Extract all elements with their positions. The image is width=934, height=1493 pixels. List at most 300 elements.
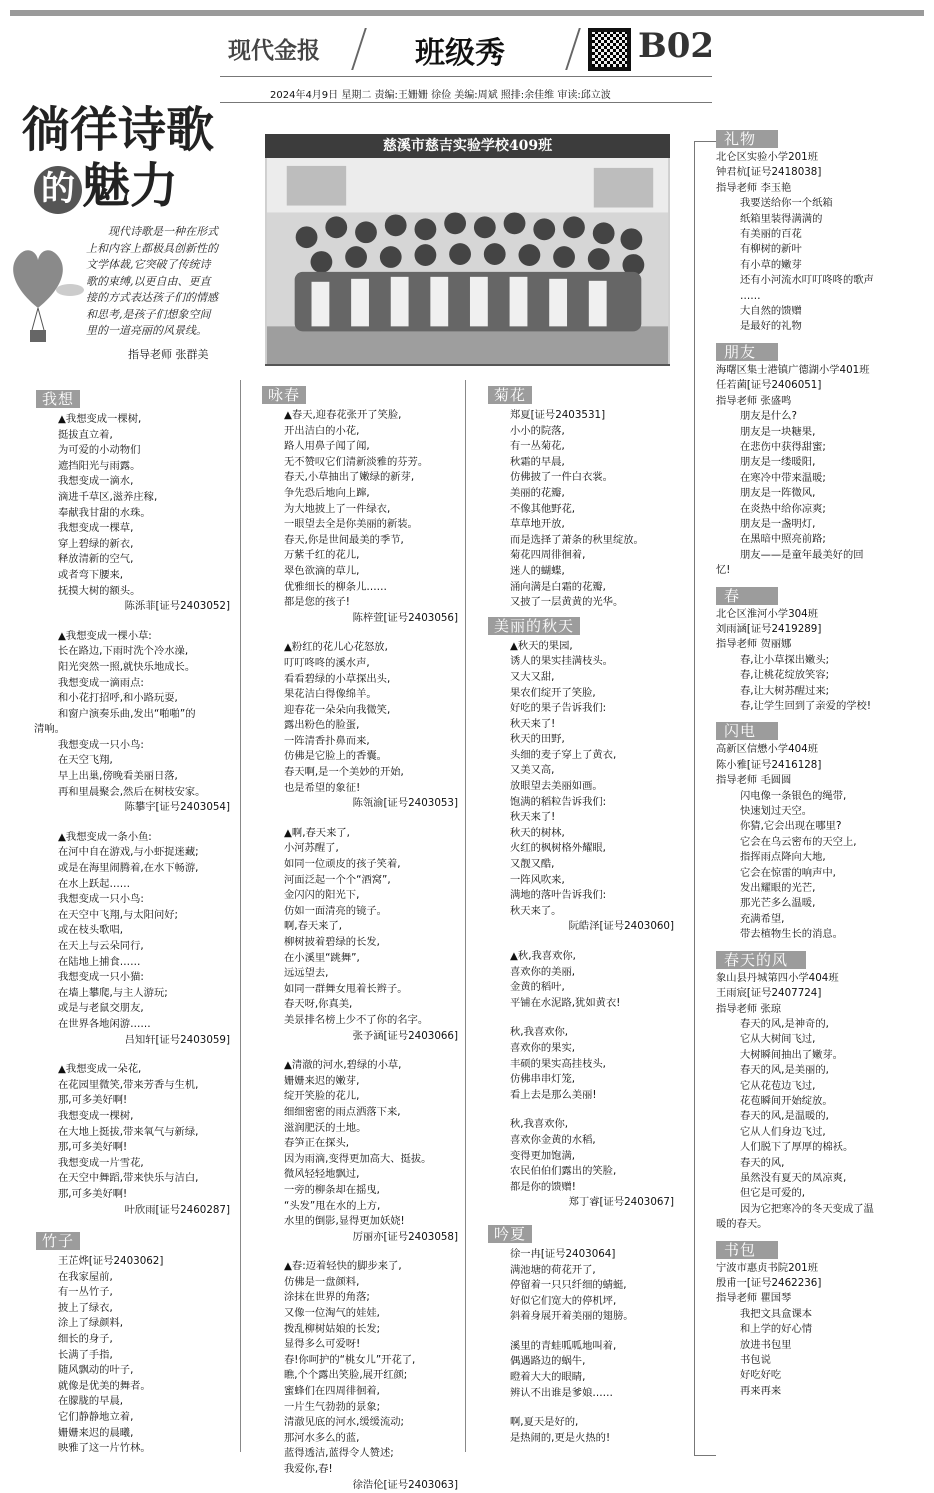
poem-line: 也是希望的象征!: [284, 781, 361, 794]
masthead-divider: [565, 28, 581, 70]
poem-line: 春天的风,是温暖的,: [740, 1110, 829, 1123]
section-title: 班级秀: [415, 36, 505, 71]
teacher: 指导老师 张盛鸣: [716, 394, 792, 407]
poem-line: 优雅细长的柳条儿……: [284, 580, 387, 593]
poem-line: 我想变成一滴雨点:: [58, 676, 144, 689]
poem-line: 秋天来了。: [510, 904, 562, 917]
poem-block: [272, 1259, 460, 1477]
poem-line: ▲粉红的花儿心花怒放,: [284, 641, 388, 654]
poem-line: 仿如一面清亮的镜子。: [284, 904, 387, 917]
poem-line: 秋天的树林,: [510, 826, 565, 839]
poem-line: 我想变成一只小鸟:: [58, 738, 144, 751]
poem-line: 看看碧绿的小草探出头,: [284, 672, 391, 685]
poem-line: 在炎热中给你凉爽;: [740, 502, 826, 515]
poem-line: 闪电像一条银色的绳带,: [740, 789, 847, 802]
top-rule: [10, 10, 924, 16]
poem-line: 叮叮咚咚的溪水声,: [284, 656, 370, 669]
poem-line: 不像其他野花,: [510, 502, 576, 515]
poem-line: 仿佛是一盘颜料,: [284, 1275, 360, 1288]
author: 钟君杭[证号2418038]: [716, 166, 822, 179]
poem-line: 在水上跃起……: [58, 877, 131, 890]
poem-line: 姗姗来迟的嫩芽,: [284, 1074, 360, 1087]
poem-block: [716, 409, 916, 563]
poem-line: 它们静静地立着,: [58, 1411, 134, 1424]
poem-line: 滴进千草区,滋养庄稼,: [58, 490, 158, 503]
poem-line: 在陆地上捕食……: [58, 955, 141, 968]
poem-line: 我爱你,春!: [284, 1463, 333, 1475]
poem-line: 火红的枫树格外耀眼,: [510, 842, 606, 855]
poem-line: 迷人的蝴蝶,: [510, 564, 565, 577]
author: 刘雨涵[证号2419289]: [716, 622, 822, 635]
poem-line: 在小溪里“跳舞”,: [284, 951, 360, 964]
poem-line: 充满希望,: [740, 912, 785, 925]
section-head-zhu-zi: 竹子: [36, 1232, 80, 1250]
poem-line: 一旁的柳条却在摇曳,: [284, 1183, 380, 1196]
poem-line: 你猜,它会出现在哪里?: [740, 820, 842, 833]
poem-line: 我想变成一只小猫:: [58, 971, 144, 984]
author: 王雨宸[证号2407724]: [716, 987, 822, 1000]
poem-line: 我想变成一只小鸟:: [58, 893, 144, 906]
poem-block: [272, 1058, 460, 1230]
poem-line: 有小草的嫩芽: [740, 258, 802, 271]
poem-line: 披上了绿衣,: [58, 1301, 113, 1314]
poem-line: 丰硕的果实高挂枝头,: [510, 1057, 606, 1070]
school: 高新区信懋小学404班: [716, 743, 819, 756]
column-1: [34, 390, 232, 1457]
poem-block: [716, 653, 916, 715]
poem-line: 在我家屋前,: [58, 1270, 113, 1283]
poem-line: 喜欢你的美丽,: [510, 965, 576, 978]
poem-line: 春笋正在探头,: [284, 1137, 350, 1150]
poem-line: 在天空飞翔,: [58, 754, 113, 767]
poem-line: 又美又高,: [510, 764, 555, 777]
poem-line: ▲啊,春天来了,: [284, 826, 350, 839]
poem-line: 好吃好吃: [740, 1369, 782, 1382]
section-head-chun: 春: [716, 587, 778, 605]
poem-signature: 厉丽亦[证号2403058]: [352, 1230, 458, 1243]
section-head-shu-bao: 书包: [716, 1241, 778, 1259]
poem-line: ▲春天,迎春花张开了笑脸,: [284, 409, 402, 421]
poem-line: 是最好的礼物: [740, 320, 802, 333]
poem-line: 朋友——是童年最美好的回: [740, 548, 864, 561]
poem-line: 春!你呵护的“桃女儿”开花了,: [284, 1353, 416, 1366]
poem-block: [272, 640, 460, 796]
poem-signature: 陈攀宇[证号2403054]: [124, 801, 230, 814]
author: 殷甫一[证号2462236]: [716, 1277, 822, 1289]
poem-line: 在天空中飞翔,与太阳问好;: [58, 908, 179, 921]
poem-line: 小河苏醒了,: [284, 842, 339, 855]
poem-line: 秋天来了!: [510, 811, 556, 824]
poem-line: 在寒冷中带来温暖;: [740, 471, 826, 484]
poem-signature: 叶欣雨[证号2460287]: [124, 1203, 230, 1216]
section-head-mei-li-qiu-tian: 美丽的秋天: [488, 617, 580, 635]
poem-block: [46, 412, 232, 599]
school: 海曙区集士港镇广德湖小学401班: [716, 363, 870, 376]
poem-line: 王芷烨[证号2403062]: [58, 1255, 164, 1268]
poem-line: 春天啊,是一个美妙的开始,: [284, 766, 404, 779]
poem-block: [716, 196, 916, 335]
poem-line: 秋,我喜欢你,: [510, 1026, 569, 1039]
poem-line: 春,让小草探出嫩头;: [740, 653, 830, 666]
teacher: 指导老师 李玉艳: [716, 181, 792, 194]
poem-signature: 阮皓泽[证号2403060]: [568, 920, 674, 933]
poem-line: 在世界各地闲游……: [58, 1017, 151, 1030]
poem-signature: 陈泺菲[证号2403052]: [124, 600, 230, 613]
poem-line: 和窗户演奏乐曲,发出“啪啪”的: [58, 707, 196, 720]
poem-line: 还有小河流水叮叮咚咚的歌声: [740, 274, 874, 287]
poem-block: [498, 639, 676, 920]
poem-line: 清响。: [34, 723, 65, 736]
poem-line: 放眼望去美丽如画。: [510, 780, 603, 793]
poem-line: 长满了手指,: [58, 1348, 113, 1361]
poem-line: 辨认不出谁是爹娘……: [510, 1386, 613, 1399]
poem-line: 因为它把寒冷的冬天变成了温: [740, 1202, 874, 1215]
poem-line: 果农们绽开了笑脸,: [510, 686, 596, 699]
section-head-yong-chun: 咏春: [262, 386, 306, 404]
page-number: B02: [638, 26, 715, 66]
poem-line: 纸箱里装得满满的: [740, 212, 823, 225]
poem-line: 指挥雨点降向大地,: [740, 851, 826, 864]
poem-line: 春,让大树苏醒过来;: [740, 684, 830, 697]
feature-title-line2: 魅力: [82, 158, 179, 214]
poem-line: 变得更加饱满,: [510, 1149, 576, 1162]
section-head-chun-tian-de-feng: 春天的风: [716, 951, 806, 969]
poem-line: 长在路边,下雨时洗个冷水澡,: [58, 645, 189, 658]
poem-line: 或者弯下腰来,: [58, 568, 124, 581]
poem-line: 小小的院落,: [510, 424, 565, 437]
poem-line: 朋友是一阵微风,: [740, 487, 816, 500]
poem-block: [46, 830, 232, 1033]
poem-line: 好似它们宽大的停机坪,: [510, 1294, 617, 1307]
poem-block: [46, 738, 232, 800]
poem-line: 涂抹在世界的角落;: [284, 1291, 370, 1304]
poem-signature: 郑丁睿[证号2403067]: [568, 1196, 674, 1209]
poem-line: 平铺在水泥路,犹如黄衣!: [510, 996, 621, 1009]
poem-line: 为大地披上了一件绿衣,: [284, 502, 391, 515]
poem-line: 细细密密的雨点洒落下来,: [284, 1105, 401, 1118]
column-2: [268, 386, 460, 1493]
poem-line: 春,让学生回到了亲爱的学校!: [740, 700, 871, 712]
poem-line: 释放清新的空气,: [58, 553, 134, 566]
poem-line: 蜜蜂们在四周徘徊着,: [284, 1385, 380, 1398]
masthead-divider: [351, 28, 367, 70]
school: 宁波市惠贞书院201班: [716, 1261, 819, 1274]
poem-line: 或在枝头歌唱,: [58, 924, 124, 937]
poem-line: 仿佛是它脸上的香囊。: [284, 750, 387, 763]
poem-line: 在悲伤中获得甜蜜;: [740, 440, 826, 453]
poem-line: 那河水多么的蓝,: [284, 1431, 360, 1444]
poem-line: ▲秋,我喜欢你,: [510, 950, 576, 962]
poem-line: 秋霜的早晨,: [510, 455, 565, 468]
section-head-wo-xiang: 我想: [36, 390, 80, 408]
poem-line: 农民伯伯们露出的笑脸,: [510, 1165, 617, 1178]
poem-line: 啊,春天来了,: [284, 920, 343, 933]
poem-line: 或是在海里闹腾着,在水下畅游,: [58, 862, 199, 875]
poem-line: 在天上与云朵同行,: [58, 940, 144, 952]
poem-line: 溪里的青蛙呱呱地叫着,: [510, 1339, 617, 1352]
feature-title: [22, 102, 215, 214]
poem-line: 有柳树的新叶: [740, 243, 802, 256]
poem-line: 朋友是一块糖果,: [740, 425, 816, 438]
poem-line: 我想变成一片雪花,: [58, 1156, 144, 1169]
poem-line: 在天空中舞蹈,带来快乐与洁白,: [58, 1172, 199, 1185]
poem-line: 秋天的田野,: [510, 733, 565, 746]
section-head-peng-you: 朋友: [716, 343, 778, 361]
poem-line: 诱人的果实挂满枝头。: [510, 655, 613, 668]
section-head-shan-dian: 闪电: [716, 722, 778, 740]
header-rule: [220, 76, 712, 77]
poem-line: 因为雨滴,变得更加高大、挺拔。: [284, 1152, 432, 1165]
poem-line: 停留着一只只纤细的蜻蜓,: [510, 1279, 627, 1292]
poem-line: 啊,夏天是好的,: [510, 1416, 579, 1429]
poem-line: 拨乱柳树姑娘的长发;: [284, 1322, 381, 1335]
poem-line: 一眼望去全是你美丽的新装。: [284, 518, 418, 531]
poem-line: 美景排名榜上少不了你的名字。: [284, 1013, 429, 1026]
poem-line: 都是你的馈赠!: [510, 1180, 576, 1193]
poem-line: 喜欢你金黄的水稻,: [510, 1133, 596, 1146]
school: 北仑区淮河小学304班: [716, 607, 819, 620]
poem-line: 绽开笑脸的花儿,: [284, 1090, 360, 1103]
poem-line: 春天呀,你真美,: [284, 998, 353, 1011]
poem-line: 头细的麦子穿上了黄衣,: [510, 748, 617, 761]
poem-line: 遮挡阳光与雨露。: [58, 459, 141, 472]
poem-line: 有一丛菊花,: [510, 440, 565, 453]
poem-line: 忆!: [716, 564, 731, 577]
poem-line: 又像一位淘气的娃娃,: [284, 1307, 380, 1320]
poem-line: 那,可多美好啊!: [58, 1187, 128, 1200]
column-3: [494, 386, 676, 1446]
poem-signature: 陈瓴渝[证号2403053]: [352, 797, 458, 810]
column-divider: [240, 380, 241, 1452]
poem-line: 阳光突然一照,就快乐地成长。: [58, 660, 196, 673]
poem-line: ▲我想变成一朵花,: [58, 1063, 142, 1076]
teacher: 指导老师 贺丽娜: [716, 638, 792, 651]
poem-line: 斜着身展开着美丽的翅膀。: [510, 1310, 634, 1323]
poem-line: 蓝得透洁,蓝得令人赞述;: [284, 1447, 394, 1460]
class-group-photo: [265, 158, 670, 366]
poem-line: 都是您的孩子!: [284, 596, 350, 609]
photo-caption: 慈溪市慈吉实验学校409班: [265, 134, 670, 158]
poem-block: [498, 949, 676, 1195]
poem-line: 花苞瞬间开始绽放。: [740, 1094, 833, 1107]
poem-line: 春天,小草抽出了嫩绿的新芽,: [284, 471, 415, 484]
poem-line: 在黑暗中照亮前路;: [740, 533, 826, 546]
poem-line: 它会在乌云密布的天空上,: [740, 835, 857, 848]
poem-line: 我想变成一棵树,: [58, 1109, 134, 1122]
poem-line: 抚摸大树的额头。: [58, 584, 141, 597]
poem-line: 在花园里微笑,带来芳香与生机,: [58, 1078, 199, 1091]
poem-line: 满池塘的荷花开了,: [510, 1263, 596, 1276]
author: 陈小雅[证号2416128]: [716, 758, 822, 771]
poem-line: 快速划过天空。: [740, 805, 813, 818]
teacher: 指导老师 张琼: [716, 1002, 782, 1015]
poem-line: 再和里晨聚会,然后在树枝安家。: [58, 785, 206, 798]
poem-line: 穿上碧绿的新衣,: [58, 537, 134, 550]
poem-line: 郑夏[证号2403531]: [510, 409, 606, 421]
poem-line: 争先恐后地向上蹿,: [284, 486, 370, 499]
poem-line: 满地的落叶告诉我们:: [510, 889, 607, 902]
poem-line: 好吃的果子告诉我们:: [510, 702, 607, 715]
byline: 2024年4月9日 星期二 责编:王姗姗 徐俭 美编:周斌 照排:余佳维 审读:邱立波: [270, 90, 611, 101]
poem-signature: 吕知轩[证号2403059]: [124, 1033, 230, 1046]
poem-line: 带去植物生长的消息。: [740, 928, 843, 941]
poem-line: 显得多么可爱呀!: [284, 1338, 361, 1351]
poem-line: 奉献我甘甜的水珠。: [58, 506, 151, 519]
poem-line: 挺拔直立着,: [58, 428, 113, 441]
poem-line: ▲清澈的河水,碧绿的小草,: [284, 1059, 402, 1072]
poem-line: 万紫千红的花儿,: [284, 549, 360, 562]
poem-line: 饱满的稻粒告诉我们:: [510, 795, 607, 808]
poem-block: [46, 629, 232, 723]
poem-line: 春天,你是世间最美的季节,: [284, 533, 404, 546]
poem-line: 秋天来了!: [510, 717, 556, 730]
poem-line: 无不赞叹它们清新淡雅的芬芳。: [284, 455, 429, 468]
poem-line: 春天的风,是美丽的,: [740, 1064, 829, 1077]
poem-line: 喜欢你的果实,: [510, 1041, 576, 1054]
poem-line: 滋润肥沃的土地。: [284, 1121, 367, 1134]
poem-line: 微风轻轻地飘过,: [284, 1168, 360, 1181]
poem-line: 如同一群舞女甩着长辫子。: [284, 982, 408, 995]
column-divider: [465, 380, 466, 1452]
poem-block: [498, 408, 676, 611]
poem-line: 但它是可爱的,: [740, 1187, 806, 1200]
poem-signature: 陈梓萱[证号2403056]: [352, 611, 458, 624]
teacher: 指导老师 瞿国琴: [716, 1292, 792, 1305]
poem-line: 暖的春天。: [716, 1218, 768, 1231]
poem-line: 就像是优美的舞者。: [58, 1379, 151, 1392]
poem-line: 仿佛披了一件白衣裳。: [510, 471, 613, 484]
newspaper-brand: 现代金报: [228, 37, 320, 64]
poem-line: 放进书包里: [740, 1338, 792, 1351]
poem-line: 远远望去,: [284, 967, 329, 980]
poem-line: 它会在惊雷的响声中,: [740, 866, 836, 879]
poem-line: 又披了一层黄黄的光华。: [510, 596, 624, 609]
poem-line: 清澈见底的河水,缓缓流动;: [284, 1416, 405, 1429]
poem-line: 金闪闪的阳光下,: [284, 889, 360, 902]
poem-line: 偶遇路边的蜗牛,: [510, 1355, 586, 1368]
poem-line: 草草地开放,: [510, 518, 565, 531]
poem-block: [46, 1062, 232, 1202]
poem-line: 水里的倒影,显得更加妖娆!: [284, 1215, 405, 1228]
poem-line: 在河中自在游戏,与小虾捉迷藏;: [58, 846, 199, 859]
poem-line: 它从花苞边飞过,: [740, 1079, 816, 1092]
poem-line: 春天的风,: [740, 1156, 785, 1169]
school: 象山县丹城第四小学404班: [716, 971, 839, 984]
poem-line: ▲我想变成一棵树,: [58, 413, 142, 425]
teacher: 指导老师 毛圆圆: [716, 774, 792, 787]
poem-line: 菊花四周徘徊着,: [510, 549, 586, 562]
feature-intro: 现代诗歌是一种在形式上和内容上都极具创新性的文学体裁,它突破了传统诗歌的束缚,以更自由、更直接的方式表达孩子们的情感和思考,是孩子们想象空间里的一道亮丽的风景线。: [86, 225, 218, 337]
poem-line: 映雅了这一片竹林。: [58, 1442, 151, 1455]
poem-line: 那,可多美好啊!: [58, 1141, 128, 1154]
poem-line: 涂上了绿颜料,: [58, 1317, 124, 1330]
author: 任若菌[证号2406051]: [716, 379, 822, 392]
poem-line: 在墙上攀爬,与主人游玩;: [58, 986, 168, 999]
poem-line: 果花洁白得像绵羊。: [284, 688, 377, 701]
poem-line: ……: [740, 289, 761, 302]
poem-line: 有美丽的百花: [740, 228, 802, 241]
poem-line: 它从人们身边飞过,: [740, 1125, 826, 1138]
poem-block: [716, 1307, 916, 1399]
poem-line: 早上出巢,傍晚看美丽日落,: [58, 770, 178, 783]
poem-line: 仿佛串串灯笼,: [510, 1073, 576, 1086]
feature-title-circle: 的: [34, 166, 82, 214]
heart-balloon-icon: [8, 238, 68, 348]
poem-line: 发出耀眼的光芒,: [740, 882, 816, 895]
poem-line: 路人用鼻子闻了闻,: [284, 440, 370, 453]
poem-line: 细长的身子,: [58, 1333, 113, 1346]
poem-line: 那,可多美好啊!: [58, 1094, 128, 1107]
section-head-ju-hua: 菊花: [488, 386, 532, 404]
poem-line: 我想变成一滴水,: [58, 475, 134, 488]
poem-line: 徐一冉[证号2403064]: [510, 1247, 616, 1260]
poem-line: 看上去是那么美丽!: [510, 1088, 597, 1101]
poem-line: 朋友是一盏明灯,: [740, 517, 816, 530]
poem-line: 开出洁白的小花,: [284, 424, 360, 437]
poem-block: [716, 1017, 916, 1217]
poem-line: 在朦胧的早晨,: [58, 1395, 124, 1408]
poem-line: 大树瞬间抽出了嫩芽。: [740, 1048, 843, 1061]
side-column-frame: [694, 141, 716, 1456]
section-head-yin-xia: 吟夏: [488, 1225, 532, 1243]
poem-line: 我想变成一棵草,: [58, 522, 134, 535]
poem-line: 一阵风吹来,: [510, 873, 565, 886]
poem-line: 有一丛竹子,: [58, 1286, 113, 1299]
poem-line: 又靓又酷,: [510, 858, 555, 871]
poem-line: 虽然没有夏天的凤凉爽,: [740, 1171, 847, 1184]
poem-line: “头发”甩在水的上方,: [284, 1199, 381, 1212]
poem-block: [498, 1247, 676, 1447]
poem-line: 我要送给你一个纸箱: [740, 197, 833, 210]
poem-signature: 张予涵[证号2403066]: [352, 1029, 458, 1042]
poem-line: 瞪着大大的眼睛,: [510, 1371, 586, 1384]
poem-line: ▲春:迈着轻快的脚步来了,: [284, 1260, 402, 1273]
poem-line: 那光芒多么温暖,: [740, 897, 816, 910]
poem-block: [46, 1254, 232, 1457]
poem-line: 翠色欲滴的草儿,: [284, 564, 360, 577]
column-4: [716, 130, 916, 1399]
poem-line: 姗姗来迟的晨曦,: [58, 1426, 134, 1439]
poem-line: 它从大树间飞过,: [740, 1033, 816, 1046]
poem-line: 和上学的好心情: [740, 1323, 813, 1336]
poem-line: 如同一位顽皮的孩子笑着,: [284, 858, 401, 871]
poem-line: 和小花打招呼,和小路玩耍,: [58, 692, 178, 705]
poem-line: 春,让桃花绽放笑容;: [740, 669, 830, 682]
poem-block: [272, 826, 460, 1029]
poem-line: 朋友是什么?: [740, 410, 797, 423]
poem-line: 河面泛起一个个“酒窝”,: [284, 873, 391, 886]
poem-line: 涌向满是白霜的花瓣,: [510, 580, 606, 593]
poem-line: 金黄的稻叶,: [510, 981, 565, 994]
poem-block: [272, 408, 460, 611]
poem-line: 迎春花一朵朵向我微笑,: [284, 703, 391, 716]
poem-line: 书包说: [740, 1354, 771, 1367]
poem-line: ▲我想变成一条小鱼:: [58, 830, 152, 843]
poem-line: 柳树披着碧绿的长发,: [284, 936, 380, 948]
school: 北仑区实验小学201班: [716, 151, 819, 163]
poem-line: 或是与老鼠交朋友,: [58, 1002, 144, 1015]
poem-line: 我把文具盒课本: [740, 1307, 813, 1320]
poem-line: 一阵清香扑鼻而来,: [284, 734, 370, 747]
poem-line: 一片生气勃勃的景象;: [284, 1400, 381, 1413]
poem-line: 为可爱的小动物们: [58, 444, 141, 457]
poem-line: 而是选择了萧条的秋里绽放。: [510, 533, 644, 546]
feature-teacher: 指导老师 张群美: [128, 348, 209, 361]
header-rule: [220, 102, 712, 103]
poem-line: 又大又甜,: [510, 670, 555, 683]
qr-code-icon: [588, 28, 631, 71]
poem-line: 秋,我喜欢你,: [510, 1118, 569, 1131]
